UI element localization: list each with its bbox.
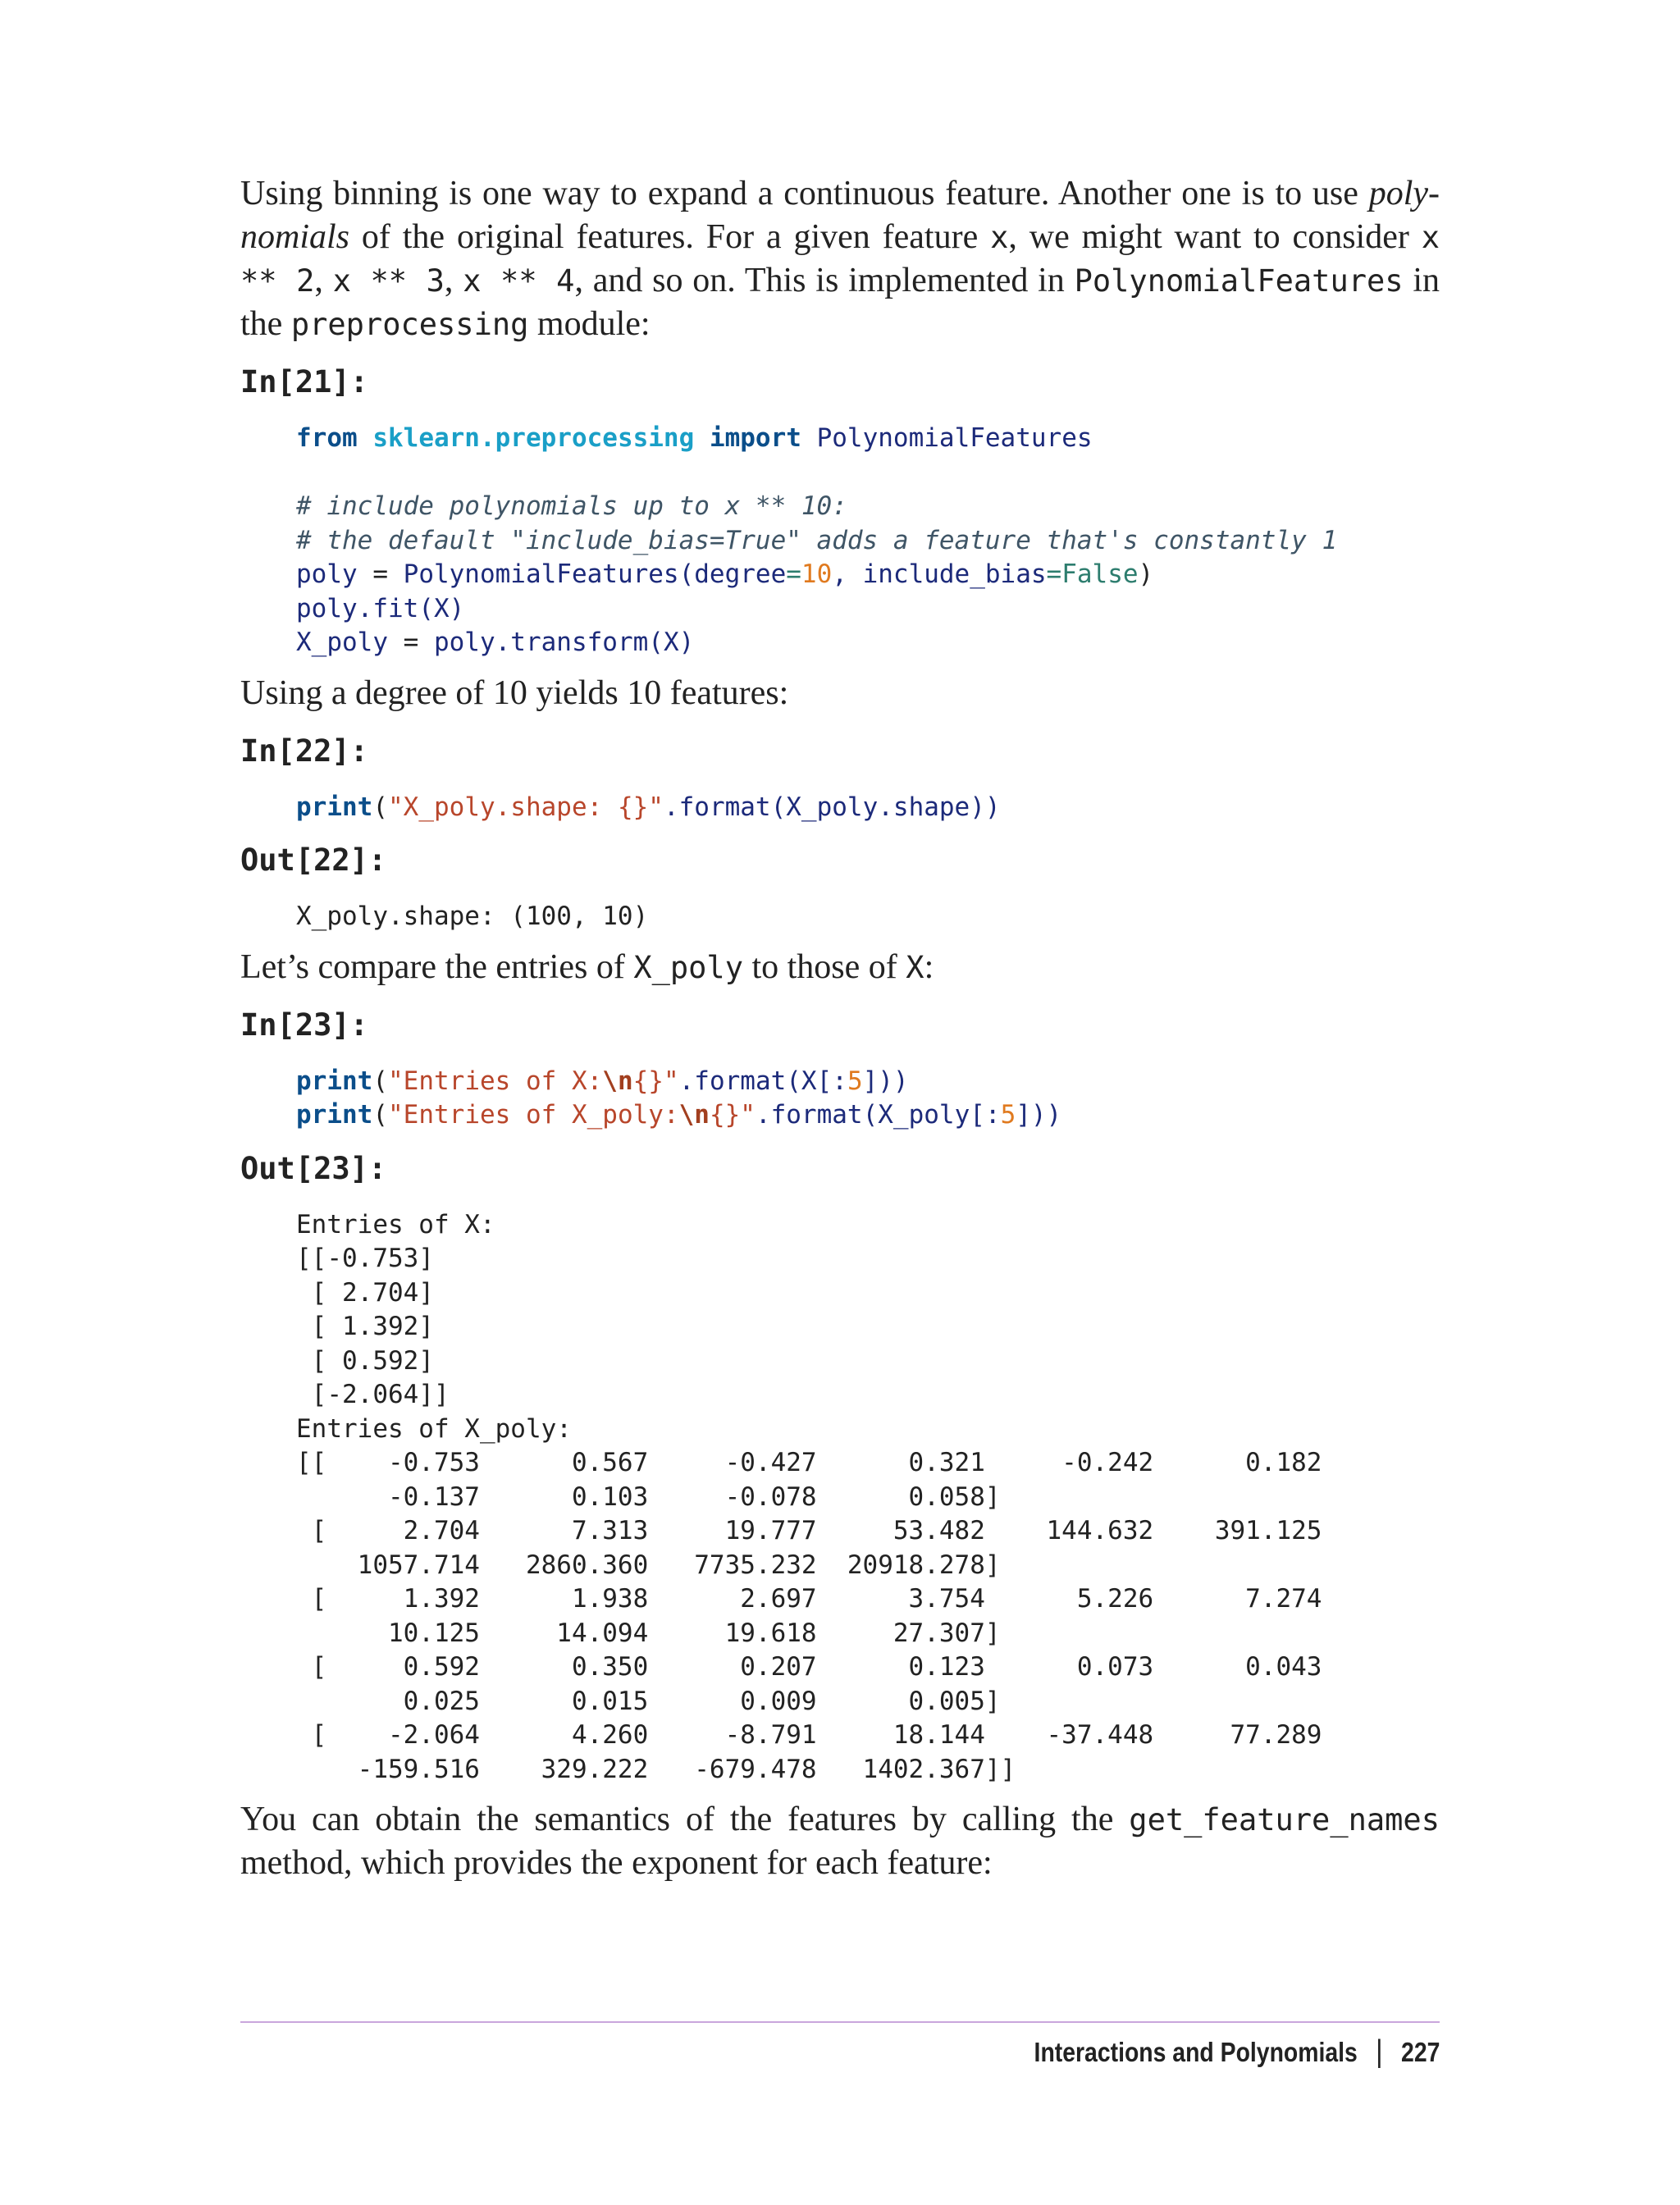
cell-label-out23: Out[23]: bbox=[240, 1150, 387, 1186]
code-cell-21: from sklearn.preprocessing import PolynomialFeatures # include polynomials up to x ** 10: # the default "include_bias=True" adds a feature that's constantly 1 poly = PolynomialFeatures(degree=10, include_bias=False) poly.fit(X) X_poly = poly.transform(X) bbox=[296, 423, 1338, 657]
cell-label-out22: Out[22]: bbox=[240, 842, 387, 878]
footer-separator: | bbox=[1375, 2034, 1383, 2069]
cell-label-in23: In[23]: bbox=[240, 1007, 368, 1043]
code-cell-22: print("X_poly.shape: {}".format(X_poly.shape)) bbox=[296, 792, 1001, 822]
cell-label-in22: In[22]: bbox=[240, 733, 368, 769]
code-cell-23: print("Entries of X:\n{}".format(X[:5])) print("Entries of X_poly:\n{}".format(X_poly[:5])) bbox=[296, 1066, 1062, 1130]
degree-paragraph: Using a degree of 10 yields 10 features: bbox=[240, 673, 789, 712]
footer-rule bbox=[240, 2021, 1440, 2023]
cell-label-in21: In[21]: bbox=[240, 364, 368, 399]
intro-paragraph: Using binning is one way to expand a continuous feature. Another one is to use poly-nomials of the original features. For a given feature x, we might want to consider x ** 2, x ** 3, x ** 4, and so on. This is implemented in PolynomialFeatures in the preprocessing module: bbox=[240, 175, 1440, 343]
output-cell-23: Entries of X: [[-0.753] [ 2.704] [ 1.392] [ 0.592] [-2.064]] Entries of X_poly: [[ -0.753 0.567 -0.427 0.321 -0.242 0.182 -0.137 0.103 -0.078 0.058] [ 2.704 7.313 19.777 53.482 144.632 391.125 1057.714 2860.360 7735.232 20918.278] [ 1.392 1.938 2.697 3.754 5.226 7.274 10.125 14.094 19.618 27.307] [ 0.592 0.350 0.207 0.123 0.073 0.043 0.025 0.015 0.009 0.005] [ -2.064 4.260 -8.791 18.144 -37.448 77.289 -159.516 329.222 -679.478 1402.367]] bbox=[296, 1209, 1322, 1784]
semantics-paragraph: You can obtain the semantics of the features by calling the get_feature_names method, which provides the exponent for each feature: bbox=[240, 1801, 1440, 1882]
page-footer bbox=[1034, 2034, 1440, 2070]
footer-section-title: Interactions and Polynomials bbox=[1034, 2036, 1358, 2067]
output-cell-22: X_poly.shape: (100, 10) bbox=[296, 902, 649, 931]
page-content bbox=[240, 172, 1440, 1885]
page-number: 227 bbox=[1400, 2036, 1440, 2067]
compare-paragraph: Let’s compare the entries of X_poly to those of X: bbox=[240, 947, 934, 986]
